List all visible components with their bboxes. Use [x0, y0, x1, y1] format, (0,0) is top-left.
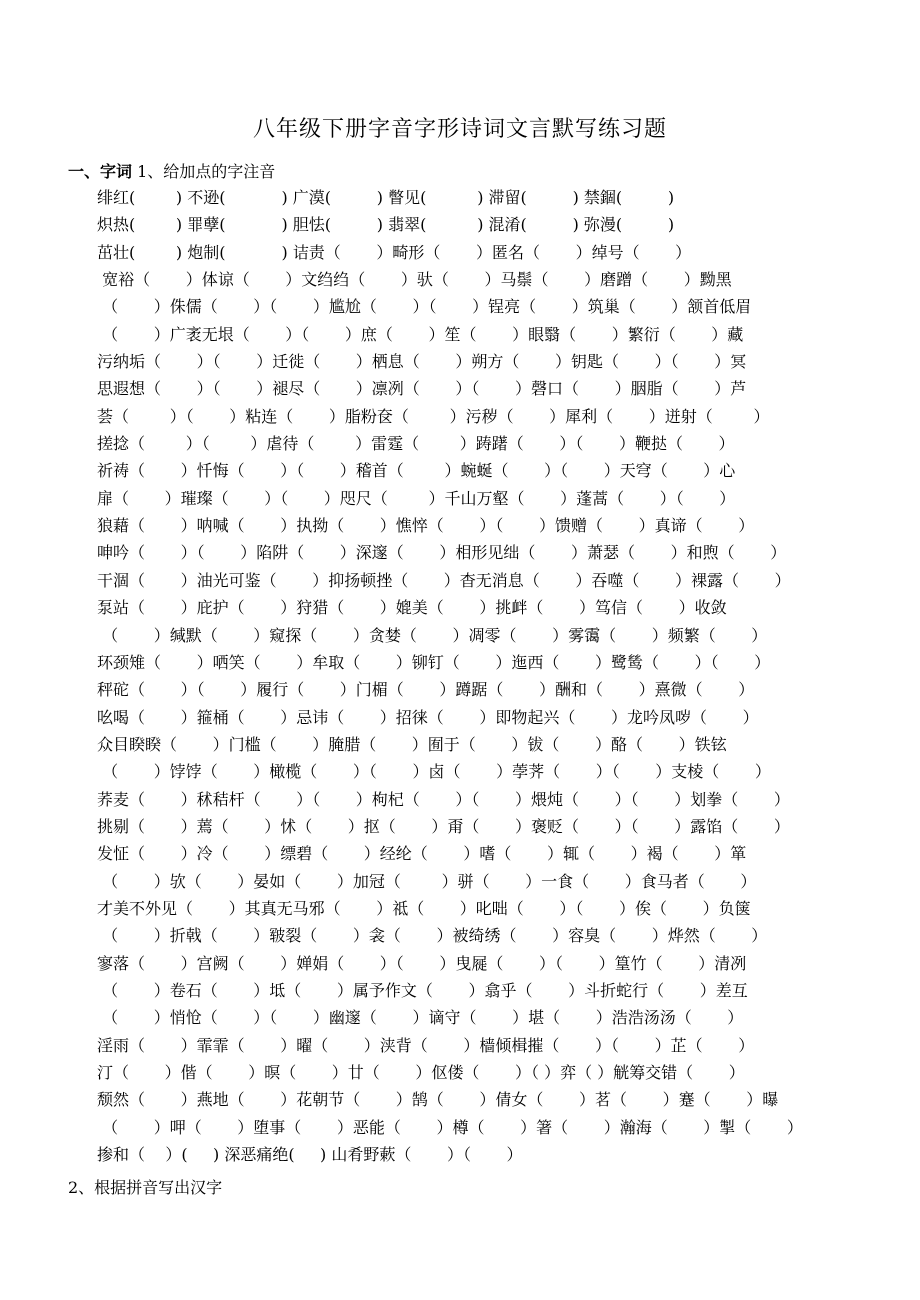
exercise-line: 呻吟（ ）（ ）陷阱（ ）深邃（ ）相形见绌（ ）萧瑟（ ）和煦（ ）: [97, 543, 787, 563]
exercise-line: 泵站（ ）庇护（ ）狩猎（ ）媲美（ ）挑衅（ ）笃信（ ）收敛: [97, 598, 727, 618]
exercise-lines: [97, 184, 897, 1168]
exercise-line: （ ）缄默（ ）窥探（ ）贪婪（ ）凋零（ ）雾霭（ ）频繁（ ）: [97, 625, 768, 645]
exercise-line: 扉（ ）璀璨（ ）（ ）咫尺（ ）千山万壑（ ）蓬蒿（ ）（ ）: [97, 488, 736, 508]
exercise-line: 思遐想（ ）（ ）褪尽（ ）凛冽（ ）（ ）磬口（ ）胭脂（ ）芦: [97, 379, 747, 399]
section-heading: [68, 159, 275, 182]
section-instruction: 1、给加点的字注音: [137, 162, 276, 181]
exercise-line: 秤砣（ ）（ ）履行（ ）门楣（ ）蹲踞（ ）酬和（ ）熹微（ ）: [97, 680, 755, 700]
exercise-line: 污纳垢（ ）（ ）迁徙（ ）栖息（ ）朔方（ ）钥匙（ ）（ ）冥: [97, 352, 747, 372]
exercise-line: （ ）侏儒（ ）（ ）尴尬（ ）（ ）锃亮（ ）筑巢（ ）颔首低眉: [97, 297, 752, 317]
section-label: 字词: [100, 162, 133, 181]
document-title: 八年级下册字音字形诗词文言默写练习题: [252, 117, 667, 142]
section2-heading: 2、根据拼音写出汉字: [68, 1178, 223, 1197]
exercise-line: 搓捻（ ）（ ）虐待（ ）雷霆（ ）踌躇（ ）（ ）鞭挞（ ）: [97, 434, 735, 454]
exercise-line: 干涸（ ）油光可鉴（ ）抑扬顿挫（ ）杳无消息（ ）吞噬（ ）裸露（ ）: [97, 570, 791, 590]
exercise-line: 荟（ ）（ ）粘连（ ）脂粉奁（ ）污秽（ ）犀利（ ）迸射（ ）: [97, 406, 770, 426]
exercise-line: 炽热( ) 罪孽( ) 胆怯( ) 翡翠( ) 混淆( ) 弥漫( ): [97, 215, 675, 235]
exercise-line: 宽裕（ ）体谅（ ）文绉绉（ ）驮（ ）马鬃（ ）磨蹭（ ）黝黑: [97, 270, 732, 290]
exercise-line: 茁壮( ) 炮制( ) 诘责（ ）畸形（ ）匿名（ ）绰号（ ）: [97, 242, 692, 262]
section-number: 一、: [68, 162, 101, 181]
exercise-line: （ ）卷石（ ）坻（ ）属予作文（ ）翕乎（ ）斗折蛇行（ ）差互: [97, 980, 748, 1000]
exercise-line: 祈祷（ ）忏悔（ ）（ ）稽首（ ）蜿蜒（ ）（ ）天穹（ ）心: [97, 461, 736, 481]
exercise-line: （ ）呷（ ）堕事（ ）恶能（ ）樽（ ）箸（ ）瀚海（ ）掣（ ）: [97, 1117, 803, 1137]
exercise-line: （ ）广袤无垠（ ）（ ）庶（ ）笙（ ）眼翳（ ）繁衍（ ）藏: [97, 324, 744, 344]
exercise-line: 吆喝（ ）箍桶（ ）忌讳（ ）招徕（ ）即物起兴（ ）龙吟凤哕（ ）: [97, 707, 759, 727]
exercise-line: 挑剔（ ）蔫（ ）怵（ ）抠（ ）甭（ ）褒贬（ ）（ ）露馅（ ）: [97, 816, 790, 836]
exercise-line: （ ）悄怆（ ）（ ）幽邃（ ）谪守（ ）堪（ ）浩浩汤汤（ ）: [97, 1008, 744, 1028]
exercise-line: （ ）欤（ ）晏如（ ）加冠（ ）骈（ ）一食（ ）食马者（ ）: [97, 871, 757, 891]
exercise-line: （ ）折戟（ ）皲裂（ ）衾（ ）被绮绣（ ）容臭（ ）烨然（ ）: [97, 926, 768, 946]
exercise-line: 淫雨（ ）霏霏（ ）曜（ ）浃背（ ）樯倾楫摧（ ）（ ）芷（ ）: [97, 1035, 755, 1055]
exercise-line: 寥落（ ）宫阙（ ）婵娟（ ）（ ）曳屣（ ）（ ）篁竹（ ）清冽: [97, 953, 747, 973]
exercise-line: 环颈雉（ ）哂笑（ ）牟取（ ）铆钉（ ）迤西（ ）鹭鸶（ ）（ ）: [97, 652, 771, 672]
exercise-line: 众目睽睽（ ）门槛（ ）腌腊（ ）囿于（ ）钹（ ）酪（ ）铁铉: [97, 734, 727, 754]
exercise-line: 狼藉（ ）呐喊（ ）执拗（ ）憔悴（ ）（ ）馈赠（ ）真谛（ ）: [97, 516, 755, 536]
exercise-line: 掺和（ ）( ) 深恶痛绝( ) 山肴野蔌（ ）（ ）: [97, 1145, 523, 1165]
exercise-line: 颓然（ ）燕地（ ）花朝节（ ）鹄（ ）倩女（ ）茗（ ）蹇（ ）曝: [97, 1090, 779, 1110]
exercise-line: 才美不外见（ ）其真无马邪（ ）祗（ ）叱咄（ ）（ ）俟（ ）负箧: [97, 898, 751, 918]
exercise-line: （ ）饽饽（ ）橄榄（ ）（ ）卤（ ）荸荠（ ）（ ）支棱（ ）: [97, 762, 771, 782]
exercise-line: 绯红( ) 不逊( ) 广漠( ) 瞥见( ) 滞留( ) 禁錮( ): [97, 188, 675, 207]
exercise-line: 汀（ ）偕（ ）暝（ ）廿（ ）伛偻（ ）（ ）弈（ ）觥筹交错（ ）: [97, 1063, 745, 1082]
exercise-line: 发怔（ ）冷（ ）缥碧（ ）经纶（ ）嗜（ ）辄（ ）褐（ ）箪: [97, 844, 747, 864]
exercise-line: 荞麦（ ）秫秸杆（ ）（ ）枸杞（ ）（ ）煨炖（ ）（ ）划拳（ ）: [97, 789, 790, 809]
